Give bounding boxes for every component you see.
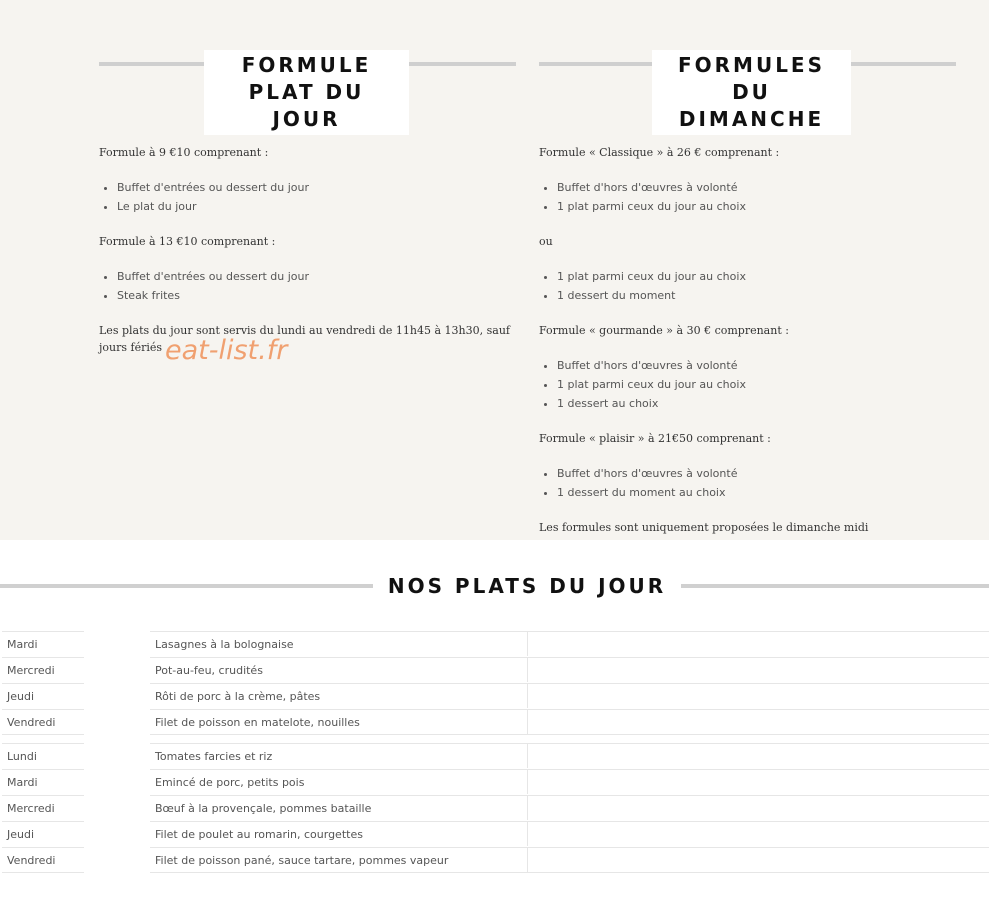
offer-list (539, 464, 956, 502)
formule-plat-title (204, 50, 409, 135)
table-row (0, 743, 989, 769)
list-item: • Buffet d'entrées ou dessert du jour (117, 178, 516, 197)
table-row (0, 847, 989, 873)
offer-list (99, 178, 516, 216)
sunday-note: Les formules sont uniquement proposées le dimanche midi (539, 521, 869, 534)
section-rule-left (0, 584, 373, 588)
list-item: • Buffet d'hors d'œuvres à volonté (557, 178, 956, 197)
service-note: Les plats du jour sont servis du lundi au vendredi de 11h45 à 13h30, sauf jours fériés (99, 324, 510, 354)
title-rule-right (409, 62, 516, 66)
dish-cell: Tomates farcies et riz (150, 743, 527, 768)
dish-cell: Filet de poulet au romarin, courgettes (150, 821, 527, 846)
empty-cell (527, 795, 989, 820)
plats-du-jour-title: NOS PLATS DU JOUR (387, 574, 667, 598)
dish-cell: Filet de poisson en matelote, nouilles (150, 709, 527, 735)
offer-heading: Formule « gourmande » à 30 € comprenant : (539, 324, 789, 337)
title-line: PLAT DU (248, 80, 365, 104)
list-item: • 1 plat parmi ceux du jour au choix (557, 197, 956, 216)
list-item: • Steak frites (117, 286, 516, 305)
title-rule-right (851, 62, 956, 66)
empty-cell (527, 847, 989, 873)
offer-list (99, 267, 516, 305)
table-row (0, 769, 989, 795)
list-item: • 1 dessert du moment (557, 286, 956, 305)
empty-cell (527, 769, 989, 794)
table-row (0, 683, 989, 709)
dish-cell: Pot-au-feu, crudités (150, 657, 527, 682)
table-row (0, 709, 989, 735)
dish-cell: Filet de poisson pané, sauce tartare, pommes vapeur (150, 847, 527, 873)
title-line: DU (732, 80, 771, 104)
list-item: • 1 plat parmi ceux du jour au choix (557, 375, 956, 394)
dish-cell: Bœuf à la provençale, pommes bataille (150, 795, 527, 820)
empty-cell (527, 709, 989, 735)
table-row (0, 821, 989, 847)
offer-heading: Formule à 9 €10 comprenant : (99, 146, 269, 159)
title-line: JOUR (272, 107, 341, 131)
offer-heading: Formule à 13 €10 comprenant : (99, 235, 276, 248)
empty-cell (527, 657, 989, 682)
section-rule-right (681, 584, 989, 588)
list-item: • Le plat du jour (117, 197, 516, 216)
offer-list (539, 267, 956, 305)
list-item: • 1 dessert au choix (557, 394, 956, 413)
offer-list (539, 178, 956, 216)
offer-heading: Formule « plaisir » à 21€50 comprenant : (539, 432, 771, 445)
empty-cell (527, 683, 989, 708)
day-cell: Jeudi (2, 683, 84, 708)
list-item: • Buffet d'hors d'œuvres à volonté (557, 464, 956, 483)
title-line: DIMANCHE (678, 107, 825, 131)
day-cell: Mercredi (2, 795, 84, 820)
list-item: • 1 dessert du moment au choix (557, 483, 956, 502)
plats-week2-table (0, 743, 989, 873)
table-row (0, 657, 989, 683)
empty-cell (527, 631, 989, 656)
formules-dimanche-title (652, 50, 851, 135)
empty-cell (527, 743, 989, 768)
dish-cell: Lasagnes à la bolognaise (150, 631, 527, 656)
list-item: • Buffet d'hors d'œuvres à volonté (557, 356, 956, 375)
watermark: eat-list.fr (165, 335, 288, 366)
table-row (0, 631, 989, 657)
title-line: FORMULE (241, 53, 372, 77)
offer-heading: Formule « Classique » à 26 € comprenant : (539, 146, 780, 159)
offer-list (539, 356, 956, 413)
dish-cell: Emincé de porc, petits pois (150, 769, 527, 794)
formules-dimanche-body (539, 144, 956, 553)
day-cell: Lundi (2, 743, 84, 768)
empty-cell (527, 821, 989, 846)
formule-plat-body (99, 144, 516, 373)
day-cell: Mardi (2, 631, 84, 656)
day-cell: Mercredi (2, 657, 84, 682)
day-cell: Vendredi (2, 709, 84, 735)
or-separator: ou (539, 235, 553, 248)
day-cell: Jeudi (2, 821, 84, 846)
day-cell: Vendredi (2, 847, 84, 873)
list-item: • Buffet d'entrées ou dessert du jour (117, 267, 516, 286)
title-rule-left (539, 62, 652, 66)
plats-week1-table (0, 631, 989, 735)
day-cell: Mardi (2, 769, 84, 794)
list-item: • 1 plat parmi ceux du jour au choix (557, 267, 956, 286)
title-line: FORMULES (677, 53, 826, 77)
dish-cell: Rôti de porc à la crème, pâtes (150, 683, 527, 708)
table-row (0, 795, 989, 821)
title-rule-left (99, 62, 204, 66)
